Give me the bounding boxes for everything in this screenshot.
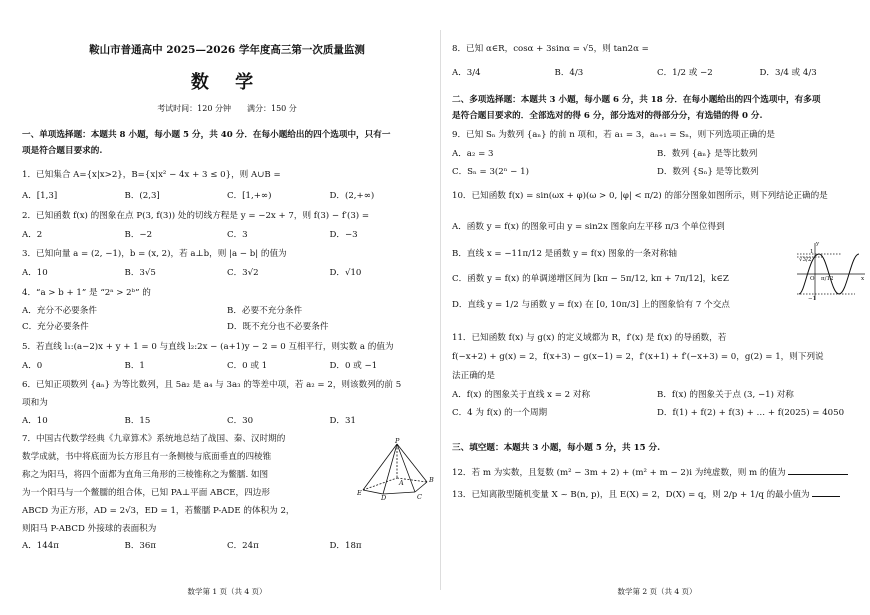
label-minus-one: −1 xyxy=(808,296,817,302)
question-10-option-b: B．直线 x = −11π/12 是函数 y = f(x) 图象的一条对称轴 xyxy=(452,249,677,259)
label-origin: O xyxy=(810,276,815,282)
option-b: B．−2 xyxy=(124,230,153,240)
subject-title: 数 学 xyxy=(190,72,264,93)
option-c: C．Sₙ = 3(2ⁿ − 1) xyxy=(452,167,529,177)
option-b: B．15 xyxy=(124,416,151,426)
option-c: C．30 xyxy=(227,416,254,426)
option-c: C．24π xyxy=(227,541,259,551)
exam-info: 考试时间：120 分钟 满分：150 分 xyxy=(157,104,297,113)
question-13-text: 13．已知离散型随机变量 X ~ B(n, p)，且 E(X) = 2，D(X) = q，则 2/p + 1/q 的最小值为 xyxy=(452,490,810,500)
label-d: D xyxy=(381,494,387,500)
option-c: C．0 或 1 xyxy=(227,361,268,371)
option-a: A．0 xyxy=(22,361,43,371)
label-one: 1 xyxy=(810,249,814,255)
question-6: 6．已知正项数列 {aₙ} 为等比数列，且 5a₂ 是 a₄ 与 3a₃ 的等差中项，若 a₂ = 2，则该数列的前 5 xyxy=(22,380,402,390)
option-b: B．(2,3] xyxy=(124,191,160,201)
question-6-cont: 项和为 xyxy=(22,398,48,408)
question-10-option-a: A．函数 y = f(x) 的图象可由 y = sin2x 图象向左平移 π/3 个单位得到 xyxy=(452,222,725,232)
question-7-options xyxy=(22,541,432,552)
option-a: A．2 xyxy=(22,230,43,240)
option-d: D．−3 xyxy=(329,230,358,240)
label-a: A xyxy=(399,479,404,487)
section-1-heading: 一、单项选择题：本题共 8 小题，每小题 5 分，共 40 分．在每小题给出的四个选项中，只有一 xyxy=(22,130,391,140)
answer-blank[interactable] xyxy=(788,466,848,475)
sine-graph xyxy=(795,240,867,302)
question-1: 1．已知集合 A={x|x>2}，B={x|x² − 4x + 3 ≤ 0}，则 A∪B = xyxy=(22,170,281,180)
option-a: A．a₂ = 3 xyxy=(452,149,494,159)
question-1-options xyxy=(22,191,432,202)
question-7-line-3: 称之为阳马，将四个面都为直角三角形的三棱锥称之为鳖臑. 如图 xyxy=(22,470,269,480)
label-root3-half: √3/2 xyxy=(799,257,812,263)
option-c: C．3√2 xyxy=(227,268,259,278)
option-a: A．144π xyxy=(22,541,59,551)
section-3-heading: 三、填空题：本题共 3 小题，每小题 5 分，共 15 分. xyxy=(452,443,661,453)
question-5-options xyxy=(22,361,432,372)
question-7-line-5: ABCD 为正方形，AD = 2√3，ED = 1，若鳖臑 P-ADE 的体积为 2， xyxy=(22,506,295,516)
question-2: 2．已知函数 f(x) 的图象在点 P(3, f(3)) 处的切线方程是 y = −2x + 7，则 f(3) − f′(3) = xyxy=(22,211,370,221)
option-b: B．1 xyxy=(124,361,145,371)
question-8: 8．已知 α∈R，cosα + 3sinα = √5，则 tan2α = xyxy=(452,44,649,54)
label-pi-12: π/12 xyxy=(821,276,834,282)
section-2-heading: 二、多项选择题：本题共 3 小题，每小题 6 分，共 18 分．在每小题给出的四个选项中，有多项 xyxy=(452,95,821,105)
label-b: B xyxy=(429,476,434,484)
option-d: D．3/4 或 4/3 xyxy=(759,68,817,78)
label-y: y xyxy=(816,241,820,247)
question-5: 5．若直线 l₁:(a−2)x + y + 1 = 0 与直线 l₂:2x − (a+1)y − 2 = 0 互相平行，则实数 a 的值为 xyxy=(22,342,394,352)
question-11-options-cd xyxy=(452,408,862,419)
question-4: 4．“a > b + 1” 是 “2ᵃ > 2ᵇ” 的 xyxy=(22,288,151,298)
option-d: D．0 或 −1 xyxy=(329,361,378,371)
option-b: B．必要不充分条件 xyxy=(227,306,303,316)
option-b: B．3√5 xyxy=(124,268,156,278)
option-c: C．3 xyxy=(227,230,248,240)
question-11-options-ab xyxy=(452,390,862,401)
question-11: 11．已知函数 f(x) 与 g(x) 的定义域都为 R，f′(x) 是 f(x) 的导函数，若 xyxy=(452,333,727,343)
question-9: 9．已知 Sₙ 为数列 {aₙ} 的前 n 项和，若 a₁ = 3，aₙ₊₁ = Sₙ，则下列选项正确的是 xyxy=(452,130,775,140)
question-7-line-1: 7．中国古代数学经典《九章算术》系统地总结了战国、秦、汉时期的 xyxy=(22,434,286,444)
page-left xyxy=(22,0,432,615)
question-3: 3．已知向量 a = (2, −1)，b = (x, 2)，若 a⊥b，则 |a − b| 的值为 xyxy=(22,249,287,259)
question-9-options-cd xyxy=(452,167,862,178)
option-d: D．既不充分也不必要条件 xyxy=(227,322,329,332)
label-x: x xyxy=(861,276,865,282)
question-3-options xyxy=(22,268,432,279)
option-a: A．[1,3] xyxy=(22,191,58,201)
question-12-text: 12．若 m 为实数，且复数 (m² − 3m + 2) + (m² + m − 2)i 为纯虚数，则 m 的值为 xyxy=(452,468,786,478)
question-13 xyxy=(452,488,862,501)
question-11-cont: f(−x+2) + g(x) = 2，f(x+3) − g(x−1) = 2，f′(x+1) + f′(−x+3) = 0，g(2) = 1，则下列说 xyxy=(452,352,824,362)
edge-cb xyxy=(415,482,427,492)
option-a: A．10 xyxy=(22,416,48,426)
question-10-option-d: D．直线 y = 1/2 与函数 y = f(x) 在 [0, 10π/3] 上的图象恰有 7 个交点 xyxy=(452,300,730,310)
edge-dc xyxy=(383,492,415,494)
label-p: P xyxy=(395,438,400,445)
option-a: A．f(x) 的图象关于直线 x = 2 对称 xyxy=(452,390,591,400)
question-10-option-c: C．函数 y = f(x) 的单调递增区间为 [kπ − 5π/12, kπ + 7π/12]，k∈Z xyxy=(452,274,729,284)
edge-ea xyxy=(363,478,397,490)
option-a: A．充分不必要条件 xyxy=(22,306,97,316)
option-a: A．3/4 xyxy=(452,68,481,78)
question-4-options-ab xyxy=(22,306,432,317)
option-c: C．4 为 f(x) 的一个周期 xyxy=(452,408,548,418)
option-c: C．充分必要条件 xyxy=(22,322,89,332)
section-2-heading-cont: 是符合题目要求的．全部选对的得 6 分，部分选对的得部分分，有选错的得 0 分. xyxy=(452,111,763,121)
question-10: 10．已知函数 f(x) = sin(ωx + φ)(ω > 0, |φ| < π/2) 的部分图象如图所示，则下列结论正确的是 xyxy=(452,191,828,201)
option-b: B．数列 {aₙ} 是等比数列 xyxy=(657,149,758,159)
question-8-options xyxy=(452,68,862,79)
option-c: C．[1,+∞) xyxy=(227,191,272,201)
question-7-line-2: 数学成就，书中将底面为长方形且有一条侧棱与底面垂直的四棱锥 xyxy=(22,452,272,462)
question-12 xyxy=(452,466,862,479)
option-b: B．36π xyxy=(124,541,156,551)
page-right xyxy=(452,0,865,615)
page-footer: 数学第 1 页（共 4 页） xyxy=(187,587,267,596)
option-a: A．10 xyxy=(22,268,48,278)
edge-ed xyxy=(363,490,383,494)
pyramid-figure xyxy=(357,438,437,500)
page-footer: 数学第 2 页（共 4 页） xyxy=(617,587,697,596)
question-11-cont-2: 法正确的是 xyxy=(452,371,495,381)
option-d: D．数列 {Sₙ} 是等比数列 xyxy=(657,167,759,177)
exam-title: 鞍山市普通高中 2025—2026 学年度高三第一次质量监测 xyxy=(89,44,365,56)
answer-blank[interactable] xyxy=(812,488,840,497)
option-d: D．f(1) + f(2) + f(3) + … + f(2025) = 4050 xyxy=(657,408,845,418)
option-d: D．31 xyxy=(329,416,356,426)
option-d: D．18π xyxy=(329,541,362,551)
question-6-options xyxy=(22,416,432,427)
question-2-options xyxy=(22,230,432,241)
option-c: C．1/2 或 −2 xyxy=(657,68,713,78)
edge-pe xyxy=(363,444,397,490)
question-4-options-cd xyxy=(22,322,432,333)
option-b: B．4/3 xyxy=(554,68,584,78)
label-c: C xyxy=(417,493,422,500)
question-7-line-6: 则阳马 P-ABCD 外接球的表面积为 xyxy=(22,524,157,534)
section-1-heading-cont: 项是符合题目要求的. xyxy=(22,146,103,156)
option-d: D．√10 xyxy=(329,268,362,278)
option-d: D．(2,+∞) xyxy=(329,191,375,201)
edge-pb xyxy=(397,444,427,482)
question-9-options-ab xyxy=(452,149,862,160)
edge-pd xyxy=(383,444,397,494)
option-b: B．f(x) 的图象关于点 (3, −1) 对称 xyxy=(657,390,794,400)
column-divider xyxy=(440,30,441,590)
question-7-line-4: 为一个阳马与一个鳖臑的组合体，已知 PA⊥平面 ABCE，四边形 xyxy=(22,488,270,498)
label-e: E xyxy=(357,489,362,497)
